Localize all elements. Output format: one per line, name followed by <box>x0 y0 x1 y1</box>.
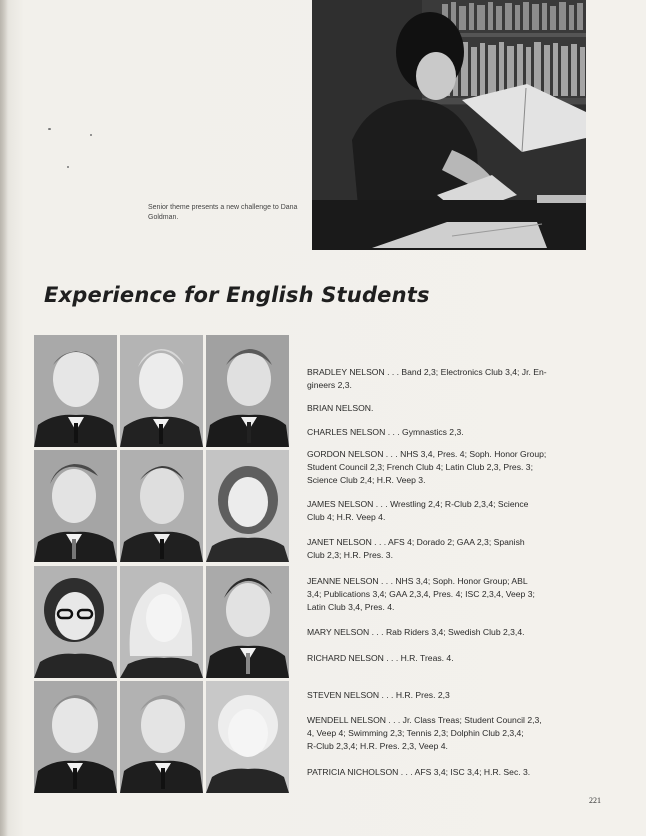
student-entry <box>307 652 585 665</box>
entry-line: gineers 2,3. <box>307 380 352 390</box>
portrait-wendell-nelson <box>120 681 203 793</box>
entry-line: PATRICIA NICHOLSON . . . AFS 3,4; ISC 3,4; H.R. Sec. 3. <box>307 767 531 777</box>
entry-line: 3,4; Publications 3,4; GAA 2,3,4, Pres. 4; ISC 2,3,4, Veep 3; <box>307 589 535 599</box>
entry-line: BRIAN NELSON. <box>307 403 374 413</box>
page-heading: Experience for English Students <box>44 283 430 307</box>
entry-line: MARY NELSON . . . Rab Riders 3,4; Swedish Club 2,3,4. <box>307 627 525 637</box>
student-entry <box>307 402 585 415</box>
portrait-janet-nelson <box>206 450 289 562</box>
portrait-bradley-nelson <box>34 335 117 447</box>
portrait-mary-nelson <box>120 566 203 678</box>
portrait-grid <box>34 335 290 793</box>
entry-line: Club 2,3; H.R. Pres. 3. <box>307 550 393 560</box>
portrait-james-nelson <box>120 450 203 562</box>
student-entry <box>307 536 585 562</box>
student-entry <box>307 766 585 779</box>
entry-line: JAMES NELSON . . . Wrestling 2,4; R-Club 2,3,4; Science <box>307 499 529 509</box>
student-entry <box>307 689 585 702</box>
portrait-richard-nelson <box>206 566 289 678</box>
entry-line: JANET NELSON . . . AFS 4; Dorado 2; GAA 2,3; Spanish <box>307 537 525 547</box>
caption-line: Senior theme presents a new challenge to Dana <box>148 204 298 211</box>
entry-line: RICHARD NELSON . . . H.R. Treas. 4. <box>307 653 454 663</box>
page-spine-shadow <box>0 0 8 836</box>
photo-caption <box>148 203 308 223</box>
student-entry <box>307 448 585 487</box>
portrait-charles-nelson <box>206 335 289 447</box>
entry-line: BRADLEY NELSON . . . Band 2,3; Electronics Club 3,4; Jr. En- <box>307 367 547 377</box>
entry-line: Student Council 2,3; French Club 4; Latin Club 2,3, Pres. 3; <box>307 462 533 472</box>
portrait-brian-nelson <box>120 335 203 447</box>
caption-line: Goldman. <box>148 214 179 221</box>
entry-line: 4, Veep 4; Swimming 2,3; Tennis 2,3; Dolphin Club 2,3,4; <box>307 728 524 738</box>
entry-line: R-Club 2,3,4; H.R. Pres. 2,3, Veep 4. <box>307 741 448 751</box>
student-entry <box>307 626 585 639</box>
entry-line: JEANNE NELSON . . . NHS 3,4; Soph. Honor Group; ABL <box>307 576 528 586</box>
entry-line: Science Club 2,4; H.R. Veep 3. <box>307 475 426 485</box>
entry-line: WENDELL NELSON . . . Jr. Class Treas; Student Council 2,3, <box>307 715 542 725</box>
entry-line: GORDON NELSON . . . NHS 3,4, Pres. 4; Soph. Honor Group; <box>307 449 547 459</box>
student-entry <box>307 575 585 614</box>
entry-line: Club 4; H.R. Veep 4. <box>307 512 386 522</box>
portrait-patricia-nicholson <box>206 681 289 793</box>
paper-speck <box>48 128 51 130</box>
entry-line: STEVEN NELSON . . . H.R. Pres. 2,3 <box>307 690 450 700</box>
portrait-jeanne-nelson <box>34 566 117 678</box>
entry-line: CHARLES NELSON . . . Gymnastics 2,3. <box>307 427 464 437</box>
student-entry <box>307 366 585 392</box>
student-entry <box>307 498 585 524</box>
student-entry <box>307 714 585 753</box>
page-number: 221 <box>589 796 601 805</box>
student-reading-photo <box>312 0 586 250</box>
portrait-steven-nelson <box>34 681 117 793</box>
student-entry <box>307 426 585 439</box>
paper-speck <box>67 166 69 168</box>
entry-line: Latin Club 3,4, Pres. 4. <box>307 602 395 612</box>
portrait-gordon-nelson <box>34 450 117 562</box>
paper-speck <box>90 134 92 136</box>
